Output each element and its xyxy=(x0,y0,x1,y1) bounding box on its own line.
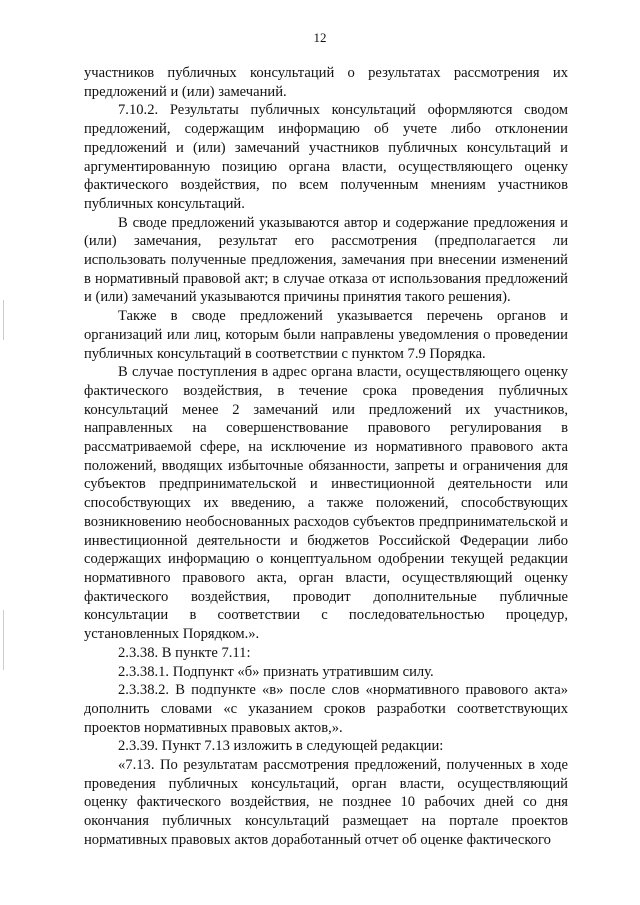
paragraph: 2.3.39. Пункт 7.13 изложить в следующей редакции: xyxy=(118,738,444,755)
paragraph: В случае поступления в адрес органа власти, осуществляющего оценку фактического воздействия, в течение срока проведения публичных консультаций менее 2 замечаний или предложений их участников, направленных на совершенствование правового регулирования в рассматриваемой сфере, на исключение из нормативного правового акта положений, вводящих избыточные обязанности, запреты и ограничения для субъектов предпринимательской и инвестиционной деятельности или способствующих их введению, а также положений, способствующих возникновению необоснованных расходов субъектов предпринимательской и инвестиционной деятельности и бюджетов Российской Федерации либо содержащих информацию о концептуальном одобрении текущей редакции нормативного правового акта, орган власти, осуществляющий оценку фактического воздействия, проводит дополнительные публичные консультации в соответствии с последовательностью процедур, установленных Порядком.». xyxy=(84,364,568,643)
paragraph: участников публичных консультаций о результатах рассмотрения их предложений и (или) замечаний. xyxy=(84,65,568,100)
page-number: 12 xyxy=(313,30,327,45)
paragraph: «7.13. По результатам рассмотрения предложений, полученных в ходе проведения публичных консультаций, орган власти, осуществляющий оценку фактического воздействия, не позднее 10 рабочих дней со дня окончания публичных консультаций размещает на портале проектов нормативных правовых актов доработанный отчет об оценке фактического xyxy=(84,757,568,848)
document-body xyxy=(84,64,568,850)
paragraph: 2.3.38.1. Подпункт «б» признать утратившим силу. xyxy=(118,663,434,680)
scan-edge-mark xyxy=(3,610,4,670)
paragraph: В своде предложений указываются автор и содержание предложения и (или) замечания, результат его рассмотрения (предполагается ли использовать полученные предложения, замечания при внесении изменений в нормативный правовой акт; в случае отказа от использования предложений и (или) замечаний указываются причины принятия такого решения). xyxy=(84,214,568,306)
paragraph: 2.3.38.2. В подпункте «в» после слов «нормативного правового акта» дополнить словами «с указанием сроков разработки соответствующих проектов нормативных правовых актов,». xyxy=(84,682,568,736)
paragraph: 7.10.2. Результаты публичных консультаций оформляются сводом предложений, содержащим информацию об учете либо отклонении предложений и (или) замечаний участников публичных консультаций и аргументированную позицию органа власти, осуществляющего оценку фактического воздействия, по всем полученным мнениям участников публичных консультаций. xyxy=(84,102,568,212)
paragraph: Также в своде предложений указывается перечень органов и организаций или лиц, которым были направлены уведомления о проведении публичных консультаций в соответствии с пунктом 7.9 Порядка. xyxy=(84,308,568,362)
scan-edge-mark xyxy=(3,300,4,340)
paragraph: 2.3.38. В пункте 7.11: xyxy=(118,644,251,661)
